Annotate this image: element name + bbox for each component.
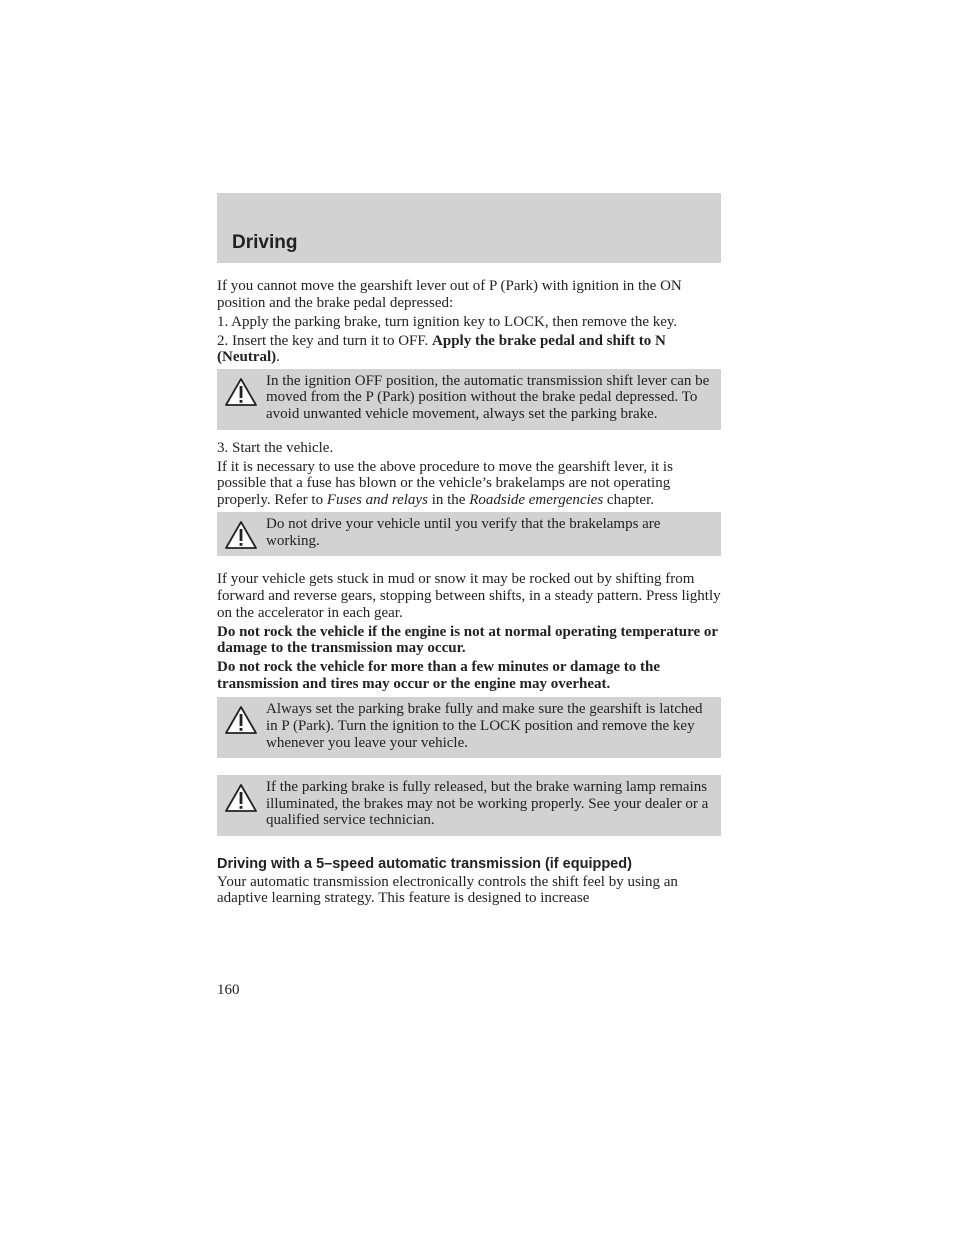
warning-triangle-icon xyxy=(224,783,258,813)
subheading-5-speed: Driving with a 5–speed automatic transmission (if equipped) xyxy=(217,855,632,872)
warning-triangle-icon xyxy=(224,377,258,407)
step-2: 2. Insert the key and turn it to OFF. Apply the brake pedal and shift to N (Neutral). xyxy=(217,332,666,366)
warning-box-ignition-off xyxy=(217,369,721,430)
step-3: 3. Start the vehicle. xyxy=(217,439,334,456)
warning-text: In the ignition OFF position, the automatic transmission shift lever can be moved from the P (Park) position without the brake pedal depressed. To avoid unwanted vehicle movement, always set the parking brake. xyxy=(266,372,710,422)
paragraph-gearshift-stuck: If you cannot move the gearshift lever out of P (Park) with ignition in the ON position and the brake pedal depressed: xyxy=(217,278,682,311)
paragraph-adaptive-learning: Your automatic transmission electronically controls the shift feel by using an adaptive learning strategy. This feature is designed to increase xyxy=(217,873,678,907)
warning-text: If the parking brake is fully released, but the brake warning lamp remains illuminated, the brakes may not be working properly. See your dealer or a qualified service technician. xyxy=(266,779,709,829)
step-1: 1. Apply the parking brake, turn ignition key to LOCK, then remove the key. xyxy=(217,313,678,330)
link-roadside-emergencies: Roadside emergencies xyxy=(469,491,604,508)
paragraph-fuse-blown: If it is necessary to use the above procedure to move the gearshift lever, it is possible that a fuse has blown or the vehicle’s brakelamps are not operating properly. Refer to Fuses and relays in the Roadside emergencies chapter. xyxy=(217,458,673,508)
warning-text: Do not drive your vehicle until you verify that the brakelamps are working. xyxy=(266,516,661,549)
section-header xyxy=(217,193,721,263)
section-title: Driving xyxy=(232,232,298,253)
warning-text: Always set the parking brake fully and make sure the gearshift is latched in P (Park). Turn the ignition to the LOCK position and remove the key whenever you leave your vehicle. xyxy=(266,701,703,751)
warning-triangle-icon xyxy=(224,705,258,735)
warning-box-brake-warning-lamp xyxy=(217,775,721,836)
warning-box-brakelamps xyxy=(217,512,721,556)
link-fuses-and-relays: Fuses and relays xyxy=(326,491,428,508)
paragraph-rocking-caution-2: Do not rock the vehicle for more than a few minutes or damage to the transmission and tires may occur or the engine may overheat. xyxy=(217,659,660,692)
page-content xyxy=(217,278,721,909)
paragraph-rocking: If your vehicle gets stuck in mud or snow it may be rocked out by shifting from forward and reverse gears, stopping between shifts, in a steady pattern. Press lightly on the accelerator in each gear. xyxy=(217,571,721,621)
step-2-emphasis: Apply the brake pedal and shift to N (Neutral) xyxy=(217,332,666,366)
warning-box-parking-brake xyxy=(217,697,721,758)
warning-triangle-icon xyxy=(224,520,258,550)
paragraph-rocking-caution-1: Do not rock the vehicle if the engine is not at normal operating temperature or damage to the transmission may occur. xyxy=(217,623,718,657)
page-number: 160 xyxy=(217,982,240,998)
